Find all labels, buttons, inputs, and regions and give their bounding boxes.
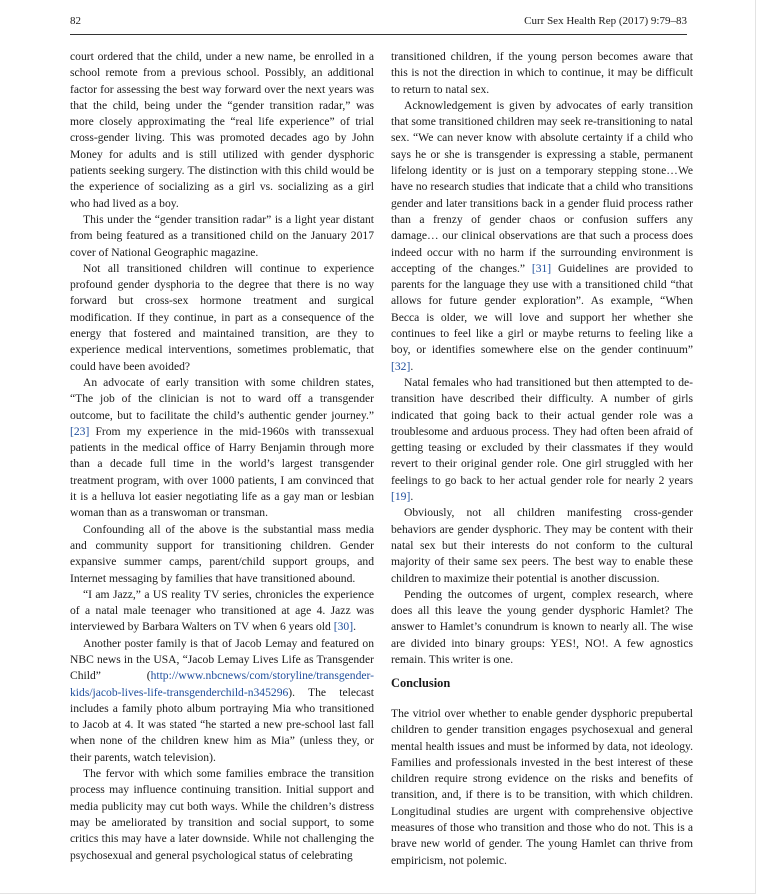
header-rule [70,34,687,35]
paragraph-text: Acknowledgement is given by advocates of early transition that some transitioned children may seek re-transitioning to natal sex. “We can never know with absolute certainty if a child who says he or she is transgender is expressing a stable, permanent lifelong identity or is just on a temporary stepping stone…We have no research studies that indicate that a child who transitions gender and later transitions back in a gender fluid process rather than a frenzy of gender chaos or confusion suffers any damage… our clinical observations are that such a process does indeed occur with no harm if the surrounding environment is accepting of the changes.” [391,98,693,275]
paragraph-text: Natal females who had transitioned but then attempted to de-transition have described their difficulty. A number of girls indicated that going back to their actual gender role was a troublesome and arduous process. They had often been afraid of getting teasing or excluded by their classmates if they would revert to their original gender role. One girl struggled with her feelings to go back to her actual gender role for nearly 2 years [391,375,693,487]
paragraph: transitioned children, if the young person becomes aware that this is not the direction in which to continue, it may be difficult to return to natal sex. [391,50,693,96]
paragraph-text: . [410,490,414,504]
page-number: 82 [70,15,81,27]
paragraph [391,375,693,505]
conclusion-section [391,706,693,869]
paragraph-text: From my experience in the mid-1960s with transsexual patients in the medical office of Harry Benjamin through more than a decade full time in the world’s largest transgender treatment program, with over 1000 patients, I am convinced that it is a helluva lot easier negotiating life as a gay man or lesbian woman than as a transwoman or transman. [70,424,374,520]
citation-link[interactable]: [30] [333,620,354,634]
paragraph-text: “I am Jazz,” a US reality TV series, chronicles the experience of a natal male teenager who transitioned at age 4. Jazz was interviewed by Barbara Walters on TV when 6 years old [70,587,374,634]
paragraph: This under the “gender transition radar” is a light year distant from being featured as a transitioned child on the January 2017 cover of National Geographic magazine. [70,212,374,259]
paragraph [70,375,374,522]
paragraph-text: An advocate of early transition with some children states, “The job of the clinician is not to ward off a transgender outcome, but to facilitate the child’s authentic gender journey.” [70,375,374,422]
journal-citation: Curr Sex Health Rep (2017) 9:79–83 [524,15,687,27]
paragraph-text: Guidelines are provided to parents for the language they use with a transitioned child “that allows for future gender exploration”. As example, “When Becca is older, we will love and support her whether she continues to feel like a girl or maybe returns to feeling like a boy, or identifies somewhere else on the gender continuum” [391,261,693,357]
nbc-news-url-link[interactable]: http://www.nbcnews/com/storyline/transgender-kids/jacob-lives-life-transgenderchild-n345296 [70,669,374,699]
paragraph: Pending the outcomes of urgent, complex research, where does all this leave the young gender dysphoric Hamlet? The answer to Hamlet’s conundrum is known to nearly all. The wise are divided into binary groups: YES!, NO!. A few agnostics remain. This writer is one. [391,587,693,666]
conclusion-heading: Conclusion [391,676,451,690]
paragraph: Not all transitioned children will continue to experience profound gender dysphoria to the degree that there is no way forward but cross-sex hormone treatment and surgical modification. If they continue, in part as a consequence of the energy that fostered and maintained transition, are they to experience medical interventions, sometimes problematic, that could have been avoided? [70,261,374,373]
paragraph: court ordered that the child, under a new name, be enrolled in a school remote from a previous school. Possibly, an additional factor for assessing the best way forward over the next years was that the child, being under the “gender transition radar,” was more closely approximating the “real life experience” of trial cross-gender living. This was promoted decades ago by John Money for adults and is still utilized with gender dysphoric patients seeking surgery. The distinction with this child would be the experience of socializing as a girl vs. socializing as a girl who had lived as a boy. [70,50,374,210]
citation-link[interactable]: [32] [391,359,411,373]
running-header [70,14,687,28]
paragraph [70,587,374,636]
paragraph: Confounding all of the above is the substantial mass media and community support for transitioning children. Gender expansive summer camps, parent/child support groups, and Internet messaging by families that have transitioned abound. [70,522,374,585]
citation-link[interactable]: [23] [70,424,90,438]
citation-link[interactable]: [19] [391,490,411,504]
left-column [70,49,374,864]
paragraph-text: . [353,620,356,634]
paragraph-text: ). The telecast includes a family photo album portraying Mia who transitioned to Jacob at 4. It was stated “he started a new pre-school last fall when none of the children knew him as Mia” (unless they, or their parents, watch television). [70,685,374,764]
paragraph-text: Another poster family is that of Jacob Lemay and featured on NBC news in the USA, “Jacob Lemay Lives Life as Transgender Child” ( [70,636,374,683]
conclusion-paragraph: The vitriol over whether to enable gender dysphoric prepubertal children to gender transition engages psychosexual and general mental health issues and must be informed by data, not ideology. Families and professionals invested in the best interest of these children require strong evidence on the risks and benefits of transition, and, if there is to be transition, with which children. Longitudinal studies are urgent with comprehensive objective measures of those who transition and those who do not. This is a brave new world of gender. The young Hamlet can thrive from empiricism, not polemic. [391,707,693,867]
right-column [391,49,693,668]
paragraph: Obviously, not all children manifesting cross-gender behaviors are gender dysphoric. They may be content with their natal sex but their interests do not conform to the cultural majority of their same sex peers. The best way to enable these children to maximize their potential is another discussion. [391,506,693,585]
paragraph [391,98,693,375]
citation-link[interactable]: [31] [531,261,552,275]
paragraph [70,636,374,766]
paragraph: The fervor with which some families embrace the transition process may influence continuing transition. Initial support and media publicity may cut both ways. While the children’s distress may be ameliorated by transition and social support, to some critics this may have a later downside. While not challenging the psychosexual and general psychological status of celebrating [70,767,374,862]
paragraph-text: . [410,359,414,373]
